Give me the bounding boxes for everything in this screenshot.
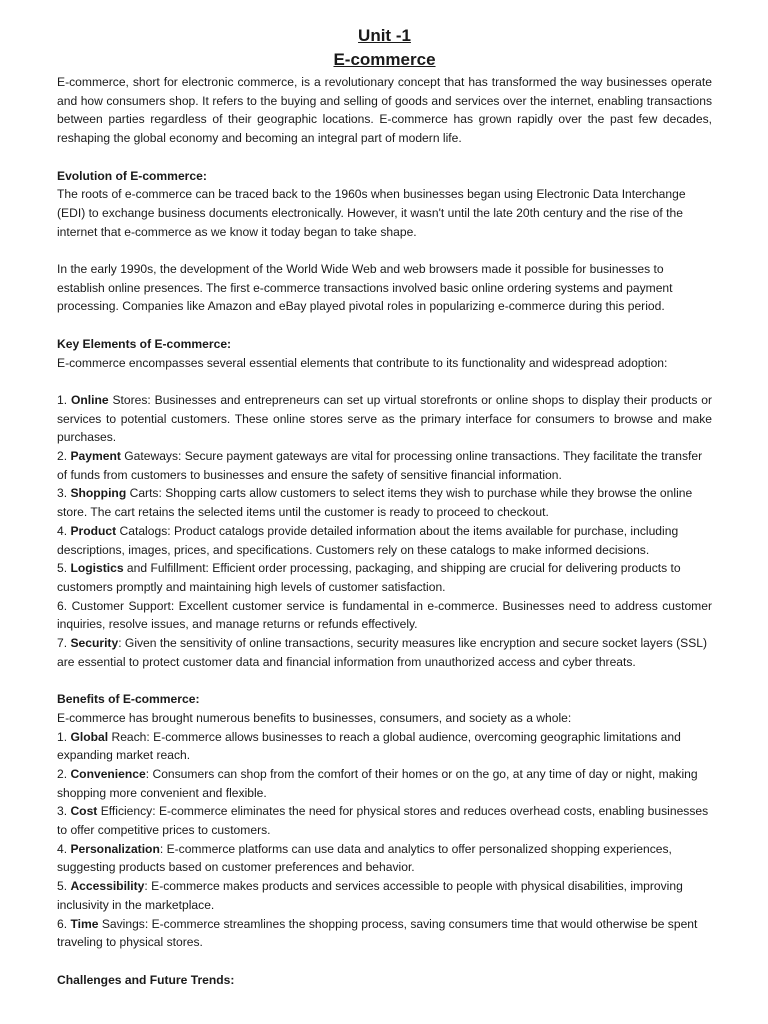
list-item: 4. Personalization: E-commerce platforms can use data and analytics to offer personalized shopping experiences, suggesting products based on customer preferences and behavior. [57, 841, 672, 875]
evolution-paragraph-2: In the early 1990s, the development of the World Wide Web and web browsers made it possible for businesses to establish online presences. The first e-commerce transactions involved basic online ordering systems and payment processing. Companies like Amazon and eBay played pivotal roles in popularizing e-commerce during this period. [57, 262, 673, 314]
list-item: 1. Global Reach: E-commerce allows businesses to reach a global audience, overcoming geographic limitations and expanding market reach. [57, 729, 681, 763]
list-item: 3. Shopping Carts: Shopping carts allow customers to select items they wish to purchase while they browse the online store. The cart retains the selected items until the customer is ready to proceed to checkout. [57, 486, 693, 520]
benefits-intro: E-commerce has brought numerous benefits to businesses, consumers, and society as a whole: [57, 710, 572, 725]
challenges-heading: Challenges and Future Trends: [57, 972, 235, 987]
list-item: 7. Security: Given the sensitivity of online transactions, security measures like encryption and secure socket layers (SSL) are essential to protect customer data and financial information from unauthorized access and cyber threats. [57, 636, 708, 669]
list-item: 2. Convenience: Consumers can shop from the comfort of their homes or on the go, at any time of day or night, making shopping more convenient and flexible. [57, 766, 698, 800]
intro-paragraph: E-commerce, short for electronic commerce, is a revolutionary concept that has transformed the way businesses operate and how consumers shop. It refers to the buying and selling of goods and services over the internet, enabling transactions between parties regardless of their geographic locations. E-commerce has grown rapidly over the past few decades, reshaping the global economy and becoming an integral part of modern life. [57, 75, 712, 146]
list-item: 6. Time Savings: E-commerce streamlines the shopping process, saving consumers time that would otherwise be spent traveling to physical stores. [57, 916, 698, 950]
list-item: 1. Online Stores: Businesses and entrepreneurs can set up virtual storefronts or online shops to display their products or services to potential customers. These online stores serve as the primary interface for consumers to browse and make purchases. [57, 392, 712, 445]
benefits-heading: Benefits of E-commerce: [57, 692, 200, 707]
document-body [57, 73, 712, 989]
list-item: 5. Accessibility: E-commerce makes products and services accessible to people with physical disabilities, improving inclusivity in the marketplace. [57, 879, 683, 912]
list-item: 3. Cost Efficiency: E-commerce eliminates the need for physical stores and reduces overhead costs, enabling businesses to offer competitive prices to customers. [57, 804, 709, 838]
list-item: 4. Product Catalogs: Product catalogs provide detailed information about the items available for purchase, including descriptions, images, prices, and specifications. Customers rely on these catalogs to make informed decisions. [57, 523, 679, 557]
key-elements-heading: Key Elements of E-commerce: [57, 336, 232, 351]
unit-title: Unit -1 [358, 26, 411, 45]
topic-title: E-commerce [333, 50, 436, 69]
key-elements-list [57, 391, 712, 672]
list-item: 2. Payment Gateways: Secure payment gateways are vital for processing online transactions. They facilitate the transfer of funds from customers to businesses and ensure the safety of sensitive financial information. [57, 449, 703, 482]
evolution-paragraph-1: The roots of e-commerce can be traced back to the 1960s when businesses began using Electronic Data Interchange (EDI) to exchange business documents electronically. However, it wasn't until the late 20th century and the rise of the internet that e-commerce as we know it today began to take shape. [57, 187, 686, 239]
benefits-list [57, 728, 712, 952]
evolution-heading: Evolution of E-commerce: [57, 168, 207, 183]
list-item: 5. Logistics and Fulfillment: Efficient order processing, packaging, and shipping are crucial for delivering products to customers promptly and maintaining high levels of customer satisfaction. [57, 561, 681, 594]
key-elements-intro: E-commerce encompasses several essential elements that contribute to its functionality and widespread adoption: [57, 355, 668, 370]
list-item: 6. Customer Support: Excellent customer service is fundamental in e-commerce. Businesses need to address customer inquiries, resolve issues, and manage returns or refunds effectively. [57, 598, 712, 632]
